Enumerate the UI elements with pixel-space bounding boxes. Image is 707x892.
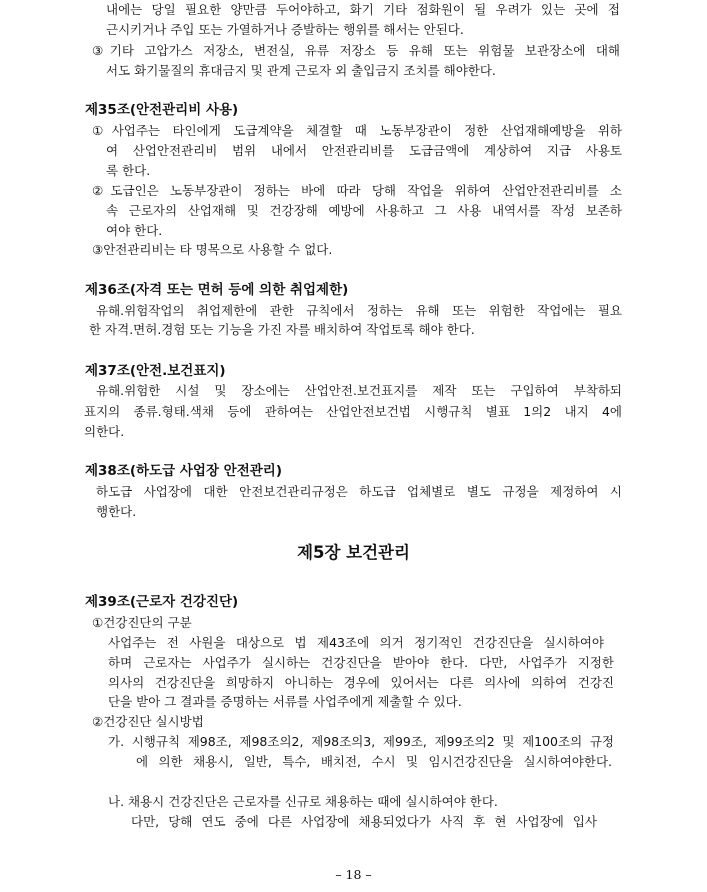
body-line: 나. 채용시 건강진단은 근로자를 신규로 채용하는 때에 실시하여야 한다. <box>108 794 498 809</box>
body-line: ③기타 고압가스 저장소, 변전실, 유류 저장소 등 유해 또는 위험물 보관장소에 대해 <box>92 43 620 58</box>
body-line: 하며 근로자는 사업주가 실시하는 건강진단을 받아야 한다. 다만, 사업주가 지정한 <box>108 655 614 670</box>
body-line: 서도 화기물질의 휴대금지 및 관계 근로자 외 출입금지 조치를 해야한다. <box>106 63 496 78</box>
body-line: 유해.위험작업의 취업제한에 관한 규칙에서 정하는 유해 또는 위험한 작업에는 필요 <box>96 303 622 318</box>
body-line: 록 한다. <box>106 163 151 178</box>
article-39-heading: 제39조(근로자 건강진단) <box>85 594 239 610</box>
body-line: 단을 받아 그 결과를 증명하는 서류를 사업주에게 제출할 수 있다. <box>108 694 462 709</box>
body-line: 에 의한 채용시, 일반, 특수, 배치전, 수시 및 임시건강진단을 실시하여야한다. <box>136 754 612 769</box>
body-line: 내에는 당일 필요한 양만큼 두어야하고, 화기 기타 점화원이 될 우려가 있는 곳에 접 <box>106 2 620 17</box>
page-number: – 18 – <box>335 867 372 882</box>
body-line: 가. 시행규칙 제98조, 제98조의2, 제98조의3, 제99조, 제99조의2 및 제100조의 규정 <box>108 734 614 749</box>
article-36-heading: 제36조(자격 또는 면허 등에 의한 취업제한) <box>85 282 349 298</box>
article-37-heading: 제37조(안전.보건표지) <box>85 363 226 379</box>
body-line: 행한다. <box>96 504 137 519</box>
body-line: 의한다. <box>84 424 125 439</box>
body-line: ①사업주는 타인에게 도급계약을 체결할 때 노동부장관이 정한 산업재해예방을 위하 <box>92 123 622 138</box>
body-line: ③안전관리비는 타 명목으로 사용할 수 없다. <box>92 242 333 257</box>
body-line: 사업주는 전 사원을 대상으로 법 제43조에 의거 정기적인 건강진단을 실시하여야 <box>108 635 604 650</box>
body-line: 다만, 당해 연도 중에 다른 사업장에 채용되었다가 사직 후 현 사업장에 입사 <box>131 814 597 829</box>
body-line: 유해.위험한 시설 및 장소에는 산업안전.보건표지를 제작 또는 구입하여 부착하되 <box>96 383 622 398</box>
body-line: 근시키거나 주입 또는 가열하거나 증발하는 행위를 해서는 안된다. <box>106 22 464 37</box>
article-35-heading: 제35조(안전관리비 사용) <box>85 102 239 118</box>
chapter-title: 제5장 보건관리 <box>297 543 410 562</box>
body-line: 표지의 종류.형태.색채 등에 관하여는 산업안전보건법 시행규칙 별표 1의2 내지 4에 <box>84 404 622 419</box>
body-line: 의사의 건강진단을 희망하지 아니하는 경우에 있어서는 다른 의사에 의하여 건강진 <box>108 675 614 690</box>
article-38-heading: 제38조(하도급 사업장 안전관리) <box>85 463 283 479</box>
body-line: 속 근로자의 산업재해 및 건강장해 예방에 사용하고 그 사용 내역서를 작성 보존하 <box>106 203 622 218</box>
body-line: ①건강진단의 구분 <box>92 615 192 630</box>
body-line: ②건강진단 실시방법 <box>92 714 204 729</box>
body-line: 여야 한다. <box>106 223 163 238</box>
body-line: 한 자격.면허.경험 또는 기능을 가진 자를 배치하여 작업토록 해야 한다. <box>89 322 475 337</box>
body-line: 여 산업안전관리비 범위 내에서 안전관리비를 도급금액에 계상하여 지급 사용토 <box>106 143 622 158</box>
body-line: ②도급인은 노동부장관이 정하는 바에 따라 당해 작업을 위하여 산업안전관리비를 소 <box>92 183 622 198</box>
body-line: 하도급 사업장에 대한 안전보건관리규정은 하도급 업체별로 별도 규정을 제정하여 시 <box>96 484 622 499</box>
